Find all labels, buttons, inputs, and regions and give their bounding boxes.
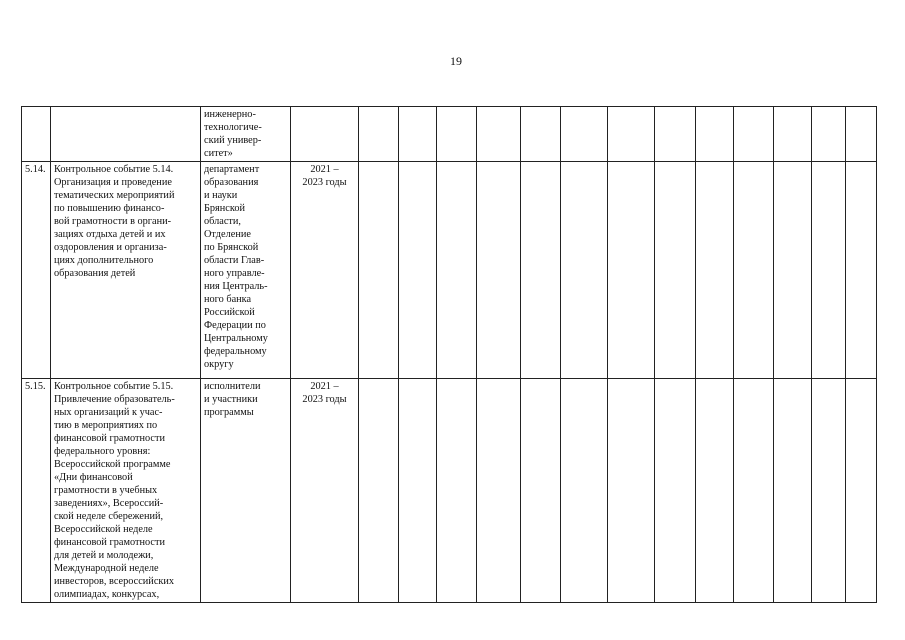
empty-cell [846,162,877,379]
empty-cell [359,107,399,162]
empty-cell [696,162,734,379]
table-row [22,107,877,162]
empty-cell [477,107,521,162]
empty-cell [846,107,877,162]
empty-cell [437,162,477,379]
empty-cell [437,379,477,603]
empty-cell [608,107,655,162]
empty-cell [812,379,846,603]
empty-cell [359,162,399,379]
responsible-executor: департамент образования и науки Брянской области, Отделение по Брянской области Глав- ного управле- ния Централь- ного банка Российской Федерации по Центральному федеральному округу [201,162,291,379]
row-number [22,107,51,162]
empty-cell [774,162,812,379]
empty-cell [561,107,608,162]
empty-cell [696,107,734,162]
empty-cell [812,162,846,379]
action-plan-table [21,106,877,603]
empty-cell [477,379,521,603]
empty-cell [734,107,774,162]
table-row [22,162,877,379]
empty-cell [359,379,399,603]
empty-cell [655,162,696,379]
page-number: 19 [450,54,462,68]
empty-cell [399,379,437,603]
event-description [51,107,201,162]
empty-cell [774,379,812,603]
row-number: 5.15. [22,379,51,603]
empty-cell [608,379,655,603]
event-description: Контрольное событие 5.14. Организация и проведение тематических мероприятий по повышению финансо- вой грамотности в органи- зациях отдыха детей и их оздоровления и организа- циях дополнительного образования детей [51,162,201,379]
empty-cell [561,162,608,379]
empty-cell [399,107,437,162]
table-row [22,379,877,603]
empty-cell [734,379,774,603]
empty-cell [521,162,561,379]
empty-cell [696,379,734,603]
empty-cell [655,107,696,162]
empty-cell [774,107,812,162]
implementation-period: 2021 – 2023 годы [291,379,359,603]
empty-cell [812,107,846,162]
responsible-executor: инженерно- технологиче- ский универ- ситет» [201,107,291,162]
implementation-period [291,107,359,162]
empty-cell [399,162,437,379]
empty-cell [477,162,521,379]
empty-cell [437,107,477,162]
empty-cell [608,162,655,379]
empty-cell [521,107,561,162]
empty-cell [846,379,877,603]
empty-cell [734,162,774,379]
empty-cell [655,379,696,603]
row-number: 5.14. [22,162,51,379]
empty-cell [521,379,561,603]
implementation-period: 2021 – 2023 годы [291,162,359,379]
empty-cell [561,379,608,603]
responsible-executor: исполнители и участники программы [201,379,291,603]
event-description: Контрольное событие 5.15. Привлечение образователь- ных организаций к учас- тию в мероприятиях по финансовой грамотности федерального уровня: Всероссийской программе «Дни финансовой грамотности в учебных заведениях», Всероссий- ской неделе сбережений, Всероссийской неделе финансовой грамотности для детей и молодежи, Международной неделе инвесторов, всероссийских олимпиадах, конкурсах, [51,379,201,603]
